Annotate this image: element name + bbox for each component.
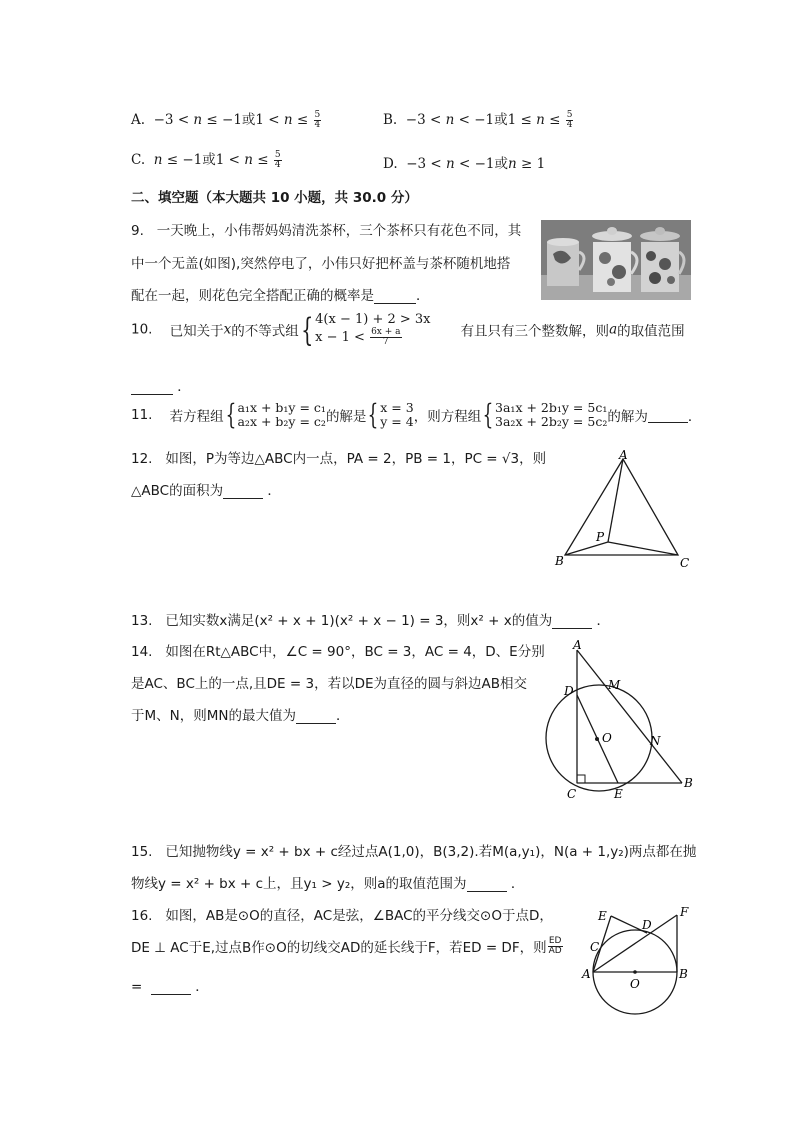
option-d: D. −3 < n < −1或n ≥ 1 (383, 156, 546, 172)
svg-text:O: O (602, 731, 612, 745)
q16-line2: DE ⊥ AC于E,过点B作⊙O的切线交AD的延长线于F，若ED = DF，则 $\frac{ED}{AD}$ (131, 935, 562, 956)
svg-text:N: N (650, 734, 661, 748)
svg-text:C: C (567, 787, 577, 801)
svg-text:A: A (573, 638, 582, 652)
svg-text:E: E (598, 909, 607, 923)
q16-circle-figure (578, 898, 698, 1020)
q9-line1: 9. 一天晚上，小伟帮妈妈清洗茶杯，三个茶杯只有花色不同，其 (131, 223, 522, 239)
svg-text:A: A (582, 967, 591, 981)
svg-text:M: M (608, 678, 621, 692)
svg-text:F: F (680, 905, 689, 919)
q13: 13. 已知实数x满足(x² + x + 1)(x² + x − 1) = 3，则x² + x的值为 ． (131, 613, 611, 629)
q12-triangle-figure (550, 445, 700, 575)
svg-text:B: B (684, 776, 693, 790)
q14-line1: 14. 如图在Rt△ABC中，∠C = 90°，BC = 3，AC = 4，D、E分别 (131, 644, 545, 660)
svg-text:B: B (679, 967, 688, 981)
teacups-photo (541, 220, 691, 300)
q9-line2: 中一个无盖(如图),突然停电了，小伟只好把杯盖与茶杯随机地搭 (131, 256, 511, 272)
label-c: C (680, 556, 690, 570)
q14-line3: 于M、N，则MN的最大值为 ． (131, 708, 350, 724)
q10: 10. 已知关于x的不等式组{ 4(x − 1) + 2 > 3x x − 1 < $\frac{6x + a}{7}$ 有且只有三个整数解，则a的取值范围 (131, 310, 685, 349)
q16-line1: 16. 如图，AB是⊙O的直径，AC是弦，∠BAC的平分线交⊙O于点D， (131, 908, 553, 924)
svg-text:E: E (614, 787, 623, 801)
q10-ineq1: 4(x − 1) + 2 > 3x (315, 312, 431, 327)
svg-text:D: D (642, 918, 652, 932)
label-a: A (619, 448, 628, 462)
svg-text:C: C (590, 940, 600, 954)
q12-line1: 12. 如图，P为等边△ABC内一点，PA = 2，PB = 1，PC = √3，则 (131, 451, 547, 467)
q9-line3: 配在一起，则花色完全搭配正确的概率是 ． (131, 288, 430, 304)
svg-text:D: D (564, 684, 574, 698)
svg-text:O: O (630, 977, 640, 991)
q11: 11. 若方程组{ a₁x + b₁y = c₁ a₂x + b₂y = c₂的解是{ x = 3 y = 4，则方程组{ 3a₁x + 2b₁y = 5c₁ 3a₂x + 2b₂y = 5c₂的解为 ． (131, 398, 702, 431)
q14-line2: 是AC、BC上的一点,且DE = 3，若以DE为直径的圆与斜边AB相交 (131, 676, 527, 692)
option-c: C. n ≤ −1或1 < n ≤ $\frac{5}{4}$ (131, 150, 281, 170)
label-b: B (555, 554, 564, 568)
q15-line2: 物线y = x² + bx + c上，且y₁ > y₂，则a的取值范围为 ． (131, 876, 525, 892)
q15-line1: 15. 已知抛物线y = x² + bx + c经过点A(1,0)，B(3,2).若M(a,y₁)，N(a + 1,y₂)两点都在抛 (131, 844, 697, 860)
option-a: A. −3 < n ≤ −1或1 < n ≤ $\frac{5}{4}$ (131, 110, 321, 130)
q10-answer-line: ． (131, 375, 191, 395)
section-header: 二、填空题（本大题共 10 小题，共 30.0 分） (131, 190, 418, 206)
q14-circle-figure (540, 635, 700, 805)
q12-line2: △ABC的面积为 ． (131, 483, 281, 499)
option-b: B. −3 < n < −1或1 ≤ n ≤ $\frac{5}{4}$ (383, 110, 573, 130)
q16-line3: = ． (131, 979, 209, 995)
label-p: P (596, 530, 605, 544)
